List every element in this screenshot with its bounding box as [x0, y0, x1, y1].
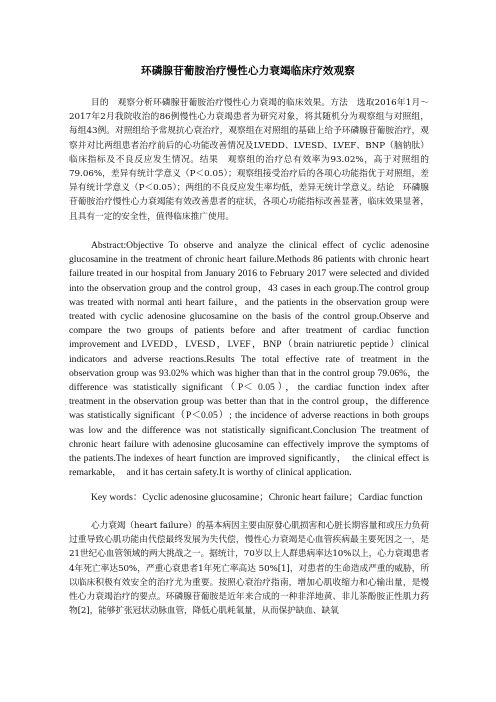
paper-title: 环磷腺苷葡胺治疗慢性心力衰竭临床疗效观察 — [141, 65, 355, 77]
chinese-abstract: 目的 观察分析环磷腺苷葡胺治疗慢性心力衰竭的临床效果。方法 选取2016年1月～2017年2月我院收治的86例慢性心力衰竭患者为研究对象，将其随机分为观察组与对照组，每组43例。对照组给予常规抗心衰治疗，观察组在对照组的基础上给予环磷腺苷葡胺治疗，观察并对比两组患者治疗前后的心功能改善情况及LVEDD、LVESD、LVEF、BNP（脑钠肽）临床指标及不良反应发生情况。结果 观察组的治疗总有效率为93.02%，高于对照组的79.06%，差异有统计学意义（P＜0.05）；观察组接受治疗后的各项心功能指优于对照组，差异有统计学意义（P＜0.05）；两组的不良反应发生率均低，差异无统计学意义。结论 环磷腺苷葡胺治疗慢性心力衰竭能有效改善患者的症状，各项心功能指标改善显著，临床效果显著，且具有一定的安全性，值得临床推广使用。 — [69, 98, 429, 222]
english-keywords: Key words：Cyclic adenosine glucosamine；Chronic heart failure；Cardiac function — [91, 492, 423, 503]
english-abstract: Abstract:Objective To observe and analyze the clinical effect of cyclic adenosine glucosamine in the treatment of chronic heart failure.Methods 86 patients with chronic heart failure treated in our hospital from January 2016 to February 2017 were selected and divided into the observation group and the control group，43 cases in each group.The control group was treated with normal anti heart failure，and the patients in the observation group were treated with cyclic adenosine glucosamine on the basis of the control group.Observe and compare the two groups of patients before and after treatment of cardiac function improvement and LVEDD，LVESD，LVEF，BNP（brain natriuretic peptide）clinical indicators and adverse reactions.Results The total effective rate of treatment in the observation group was 93.02% which was higher than that in the control group 79.06%，the difference was statistically significant（P＜ 0.05），the cardiac function index after treatment in the observation group was better than that in the control group，the difference was statistically significant（P＜0.05）; the incidence of adverse reactions in both groups was low and the difference was not statistically significant.Conclusion The treatment of chronic heart failure with adenosine glucosamine can effectively improve the symptoms of the patients.The indexes of heart function are improved significantly， the clinical effect is remarkable， and it has certain safety.It is worthy of clinical application. — [69, 240, 429, 479]
body-paragraph: 心力衰竭（heart failure）的基本病因主要由原發心肌损害和心脏长期容量和或压力负荷过重导致心肌功能由代偿最终发展为失代偿，慢性心力衰竭是心血管疾病最主要死因之一，是21世纪心血管领域的两大挑战之一。据统计，70岁以上人群患病率达10%以上，心力衰竭患者4年死亡率达50%，严重心衰患者1年死亡率高达 50%[1]，对患者的生命造成严重的威胁，所以临床积极有效安全的治疗尤为重要。按照心衰治疗指南，增加心肌收缩力和心输出量，是慢性心力衰竭治疗的要点。环磷腺苷葡胺是近年来合成的一种非洋地黄、非儿茶酚胺正性肌力药物[2]，能够扩张冠状动脉血管，降低心肌耗氧量，从而保护缺血、缺氧 — [69, 521, 429, 617]
